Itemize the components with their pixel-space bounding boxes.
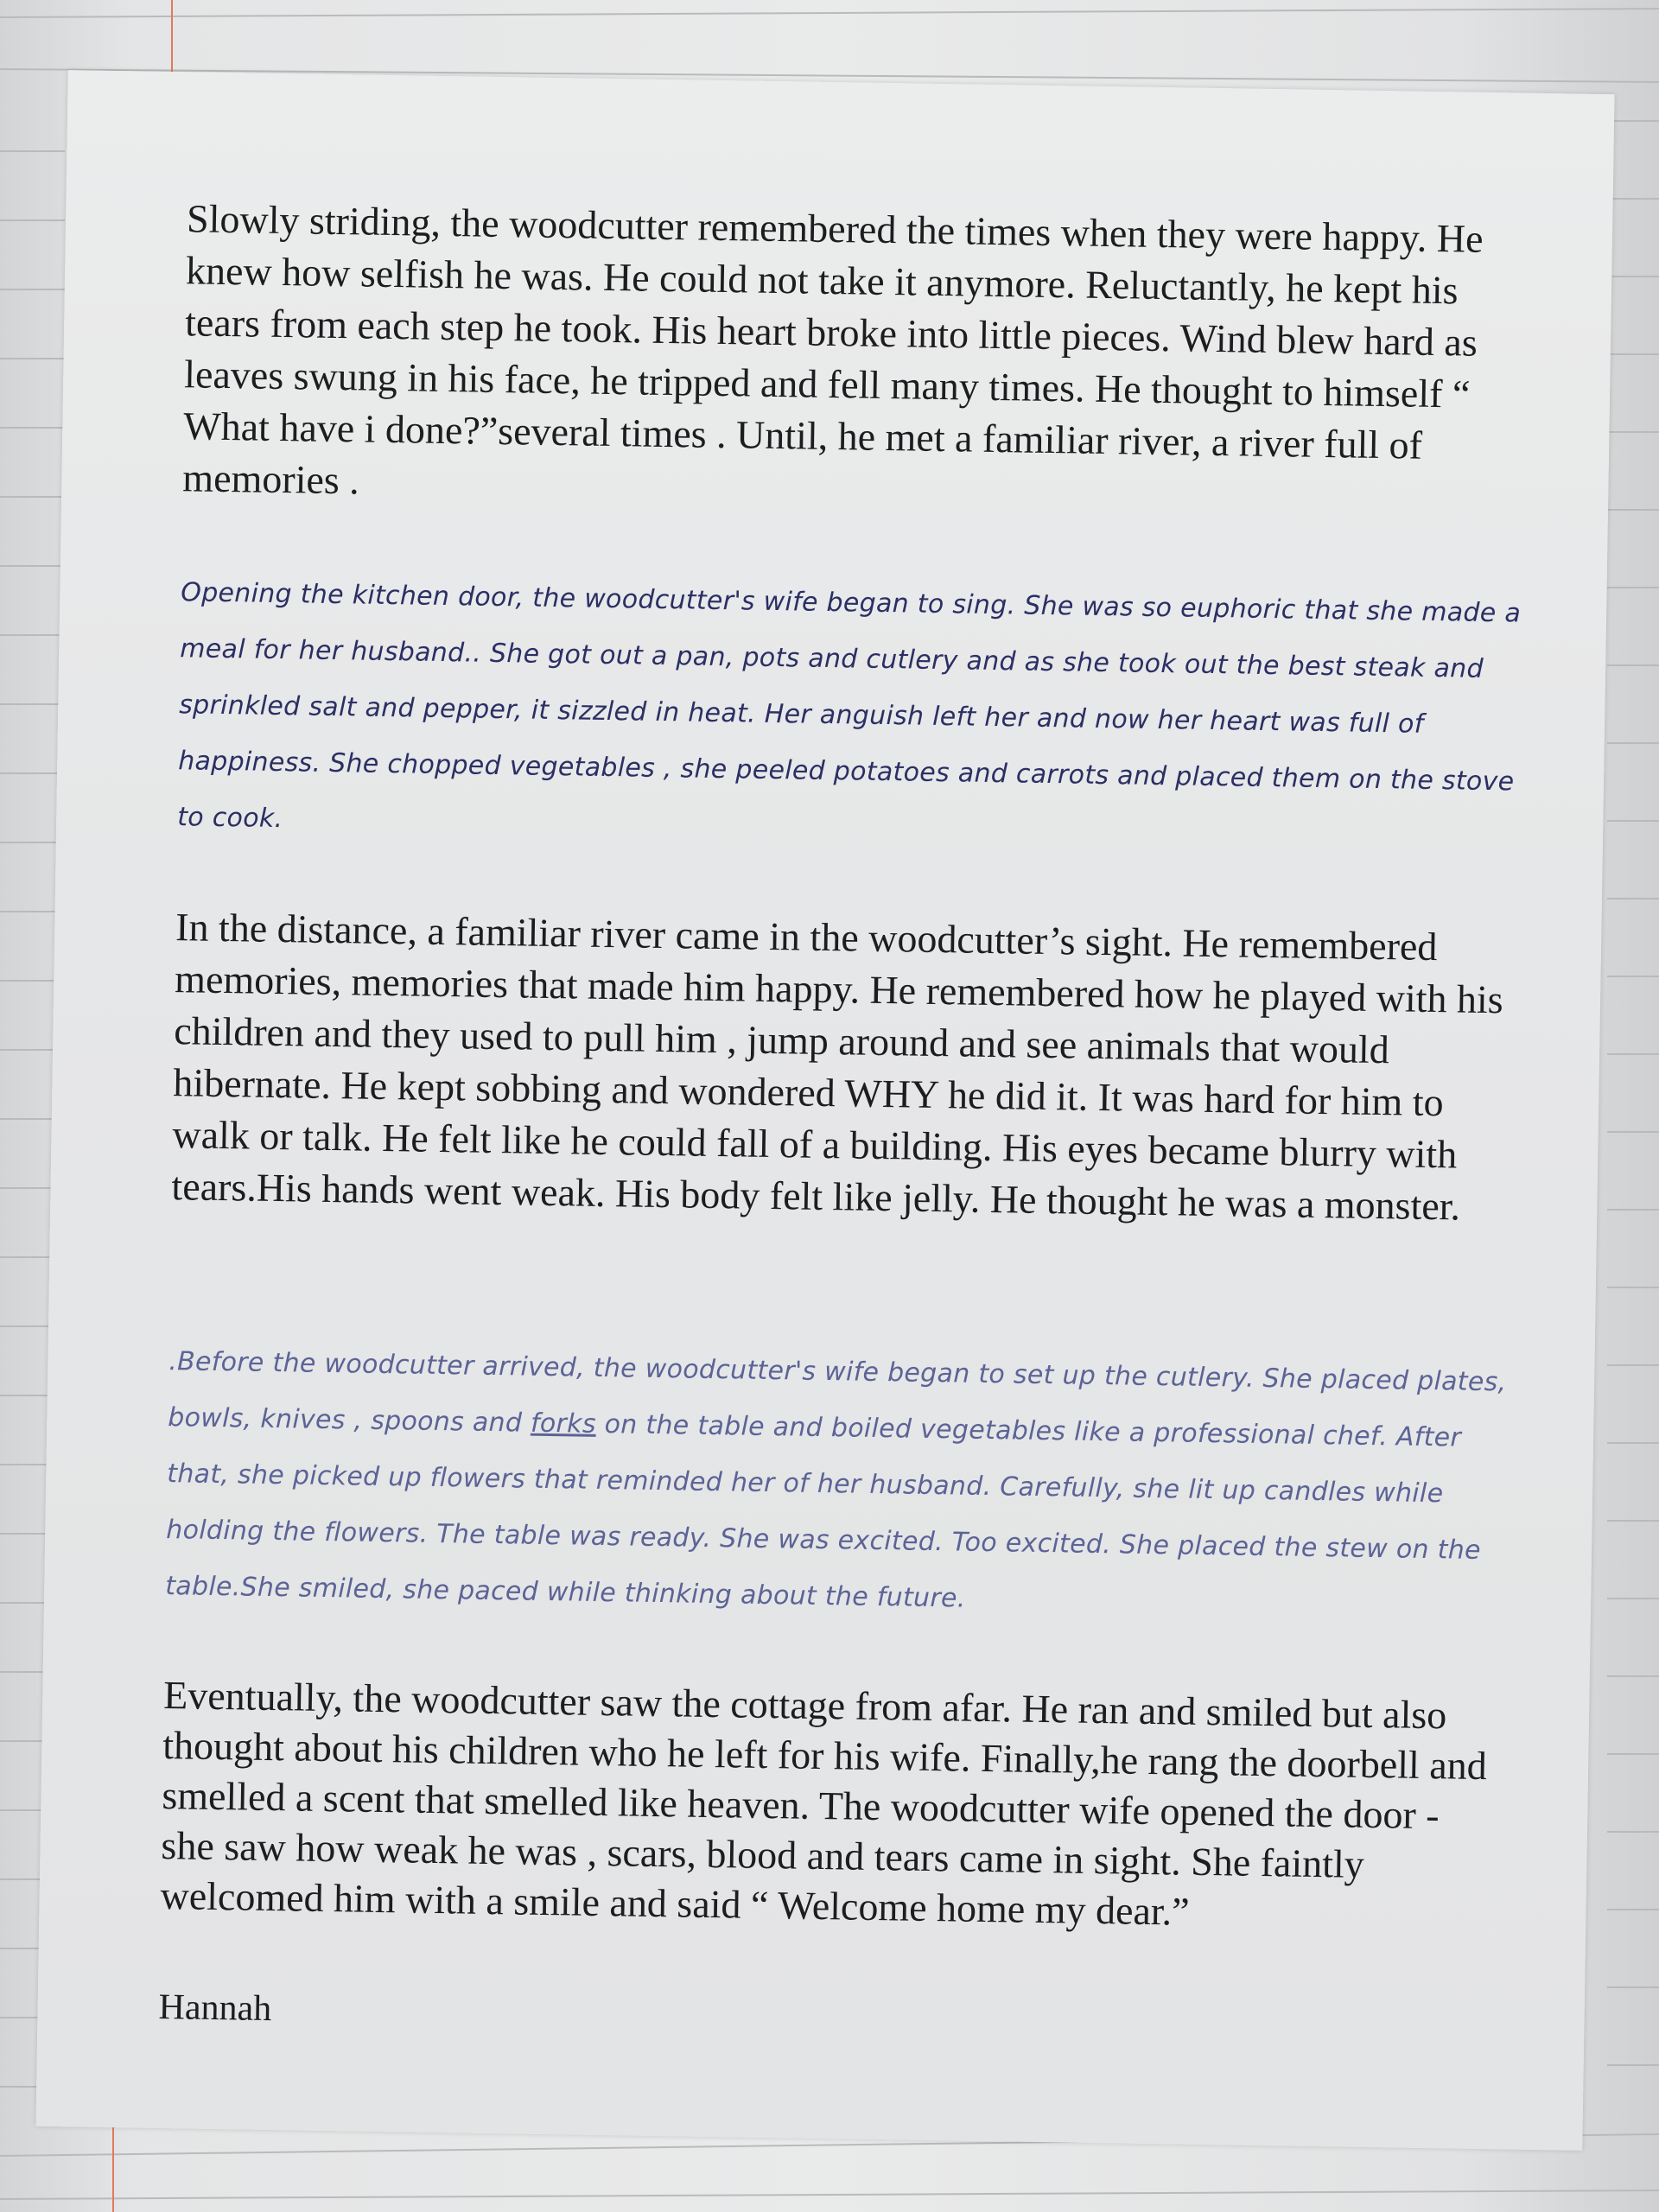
paragraph-typed-2: In the distance, a familiar river came in the woodcutter’s sight. He remembered memories, memories that made him happy. He remembered how he played with his children and they used to pull him , jump around and see animals that would hibernate. He kept sobbing and wondered WHY he did it. It was hard for him to walk or talk. He felt like he could fall of a building. His eyes became blurry with tears.His hands went weak. His body felt like jelly. He thought he was a monster. [171, 905, 1504, 1229]
paragraph-handwritten-2 [165, 1333, 1517, 1635]
printed-page [35, 70, 1614, 2151]
paragraph-handwritten-2-start: .Before the woodcutter arrived, the woodcutter's wife began to set up the cutlery. She placed plates, bowls, knives , spoons and [168, 1346, 1507, 1439]
paragraph-handwritten-2-end: on the table and boiled vegetables like a professional chef. After that, she picked up flowers that reminded her of her husband. Carefully, she lit up candles while holding the flowers. The table was ready. She was excited. Too excited. She placed the stew on the table.She smiled, she paced while thinking about the future. [164, 1408, 1482, 1614]
paragraph-typed-3: Eventually, the woodcutter saw the cottage from afar. He ran and smiled but also thought about his children who he left for his wife. Finally,he rang the doorbell and smelled a scent that smelled like heaven. The woodcutter wife opened the door - she saw how weak he was , scars, blood and tears came in sight. She faintly welcomed him with a smile and said “ Welcome home my dear.” [160, 1673, 1488, 1934]
underlined-word: forks [530, 1408, 597, 1440]
paragraph-handwritten-1: Opening the kitchen door, the woodcutter's wife began to sing. She was so euphoric that she made a meal for her husband.. She got out a pan, pots and cutlery and as she took out the best steak and sprinkled salt and pepper, it sizzled in heat. Her anguish left her and now her heart was full of happiness. She chopped vegetables , she peeled potatoes and carrots and placed them on the stove to cook. [176, 577, 1522, 835]
author-signature: Hannah [158, 1987, 272, 2030]
paragraph-typed-1: Slowly striding, the woodcutter remembered the times when they were happy. He knew how selfish he was. He could not take it anymore. Reluctantly, he kept his tears from each step he took. His heart broke into little pieces. Wind blew hard as leaves swung in his face, he tripped and fell many times. He thought to himself “ What have i done?”several times . Until, he met a familiar river, a river full of memories . [182, 196, 1484, 503]
